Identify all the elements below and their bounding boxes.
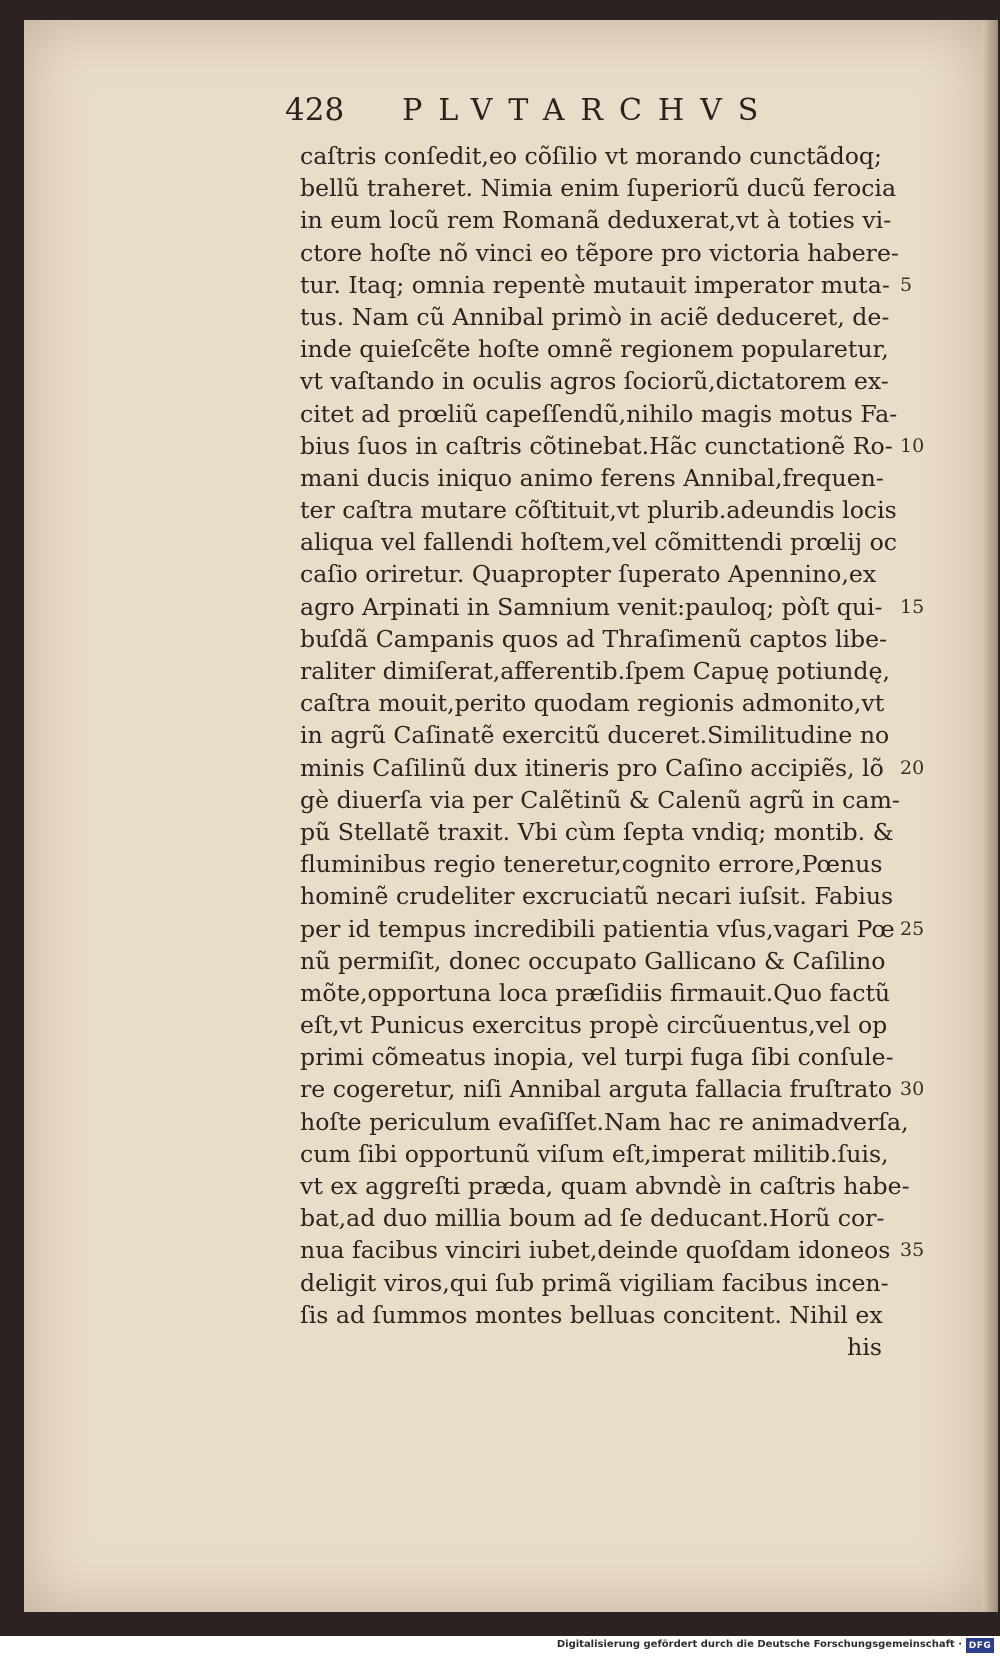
- text-line-content: nua facibus vinciri iubet,deinde quoſdam idoneos: [300, 1236, 891, 1265]
- text-line: [300, 945, 925, 977]
- text-line-content: ter caſtra mutare cõſtituit,vt plurib.adeundis locis: [300, 496, 897, 525]
- text-line-content: bius ſuos in caſtris cõtinebat.Hãc cunctationẽ Ro-: [300, 431, 893, 460]
- text-line: [300, 1331, 925, 1363]
- text-line-content: buſdã Campanis quos ad Thraſimenũ captos libe-: [300, 624, 888, 653]
- page-edge: [982, 20, 998, 1612]
- footer-credit: Digitalisierung gefördert durch die Deutsche Forschungsgemeinschaft ·: [556, 1639, 962, 1650]
- text-line: [300, 269, 925, 301]
- line-number: 25: [900, 917, 925, 940]
- text-line: [300, 1106, 925, 1138]
- text-line: [300, 1041, 925, 1073]
- text-line: [300, 558, 925, 590]
- text-line: [300, 398, 925, 430]
- text-line-content: bellũ traheret. Nimia enim ſuperiorũ ducũ ferocia: [300, 174, 897, 203]
- text-line-content: inde quieſcẽte hoſte omnẽ regionem popularetur,: [300, 335, 889, 364]
- line-number: 20: [900, 756, 925, 779]
- text-line-content: hominẽ crudeliter excruciatũ necari iuſsit. Fabius: [300, 882, 894, 911]
- line-number: 30: [900, 1078, 925, 1101]
- text-line-content: his: [847, 1332, 882, 1361]
- line-number: 15: [900, 595, 925, 618]
- text-line-content: in agrũ Caſinatẽ exercitũ duceret.Similitudine no: [300, 721, 890, 750]
- text-line-content: cum ſibi opportunũ viſum eſt,imperat militib.ſuis,: [300, 1139, 889, 1168]
- text-line-content: pũ Stellatẽ traxit. Vbi cùm ſepta vndiq; montib. &: [300, 817, 894, 846]
- text-line: [300, 623, 925, 655]
- text-line-content: tus. Nam cũ Annibal primò in aciẽ deduceret, de-: [300, 302, 890, 331]
- text-line: [300, 333, 925, 365]
- text-line: [300, 1138, 925, 1170]
- text-line: [300, 1170, 925, 1202]
- text-line: [300, 430, 925, 462]
- body-text: [300, 140, 925, 1363]
- text-line-content: nũ permiſit, donec occupato Gallicano & Caſilino: [300, 946, 886, 975]
- text-line-content: re cogeretur, niſi Annibal arguta fallacia fruſtrato: [300, 1075, 892, 1104]
- text-line: [300, 687, 925, 719]
- text-line-content: gè diuerſa via per Calẽtinũ & Calenũ agrũ in cam-: [300, 785, 900, 814]
- text-line: [300, 365, 925, 397]
- text-line-content: aliqua vel fallendi hoſtem,vel cõmittendi prœlij oc: [300, 528, 897, 557]
- text-line: [300, 913, 925, 945]
- text-line-content: raliter dimiſerat,afferentib.ſpem Capuę potiundę,: [300, 657, 890, 685]
- text-line: [300, 1202, 925, 1234]
- dfg-logo: DFG: [966, 1638, 994, 1653]
- text-line-content: fluminibus regio teneretur,cognito errore,Pœnus: [300, 850, 883, 879]
- text-line: [300, 526, 925, 558]
- text-line: [300, 462, 925, 494]
- text-line: [300, 816, 925, 848]
- text-line-content: mõte,opportuna loca præſidiis firmauit.Quo factũ: [300, 978, 891, 1007]
- text-line-content: tur. Itaq; omnia repentè mutauit imperator muta-: [300, 270, 890, 299]
- line-number: 10: [900, 434, 925, 457]
- text-line: [300, 1299, 925, 1331]
- page-number: 428: [285, 92, 345, 128]
- text-line: [300, 1267, 925, 1299]
- digitization-footer: [0, 1636, 1000, 1656]
- text-line: [300, 752, 925, 784]
- text-line: [300, 784, 925, 816]
- text-line: [300, 719, 925, 751]
- text-line-content: caſtra mouit,perito quodam regionis admonito,vt: [300, 689, 885, 718]
- text-line: [300, 172, 925, 204]
- running-title: PLVTARCHVS: [402, 93, 775, 128]
- text-line-content: caſtris conſedit,eo cõſilio vt morando cunctãdoq;: [300, 142, 882, 170]
- text-line: [300, 1009, 925, 1041]
- text-line: [300, 1073, 925, 1105]
- line-number: 5: [900, 273, 913, 296]
- text-line-content: primi cõmeatus inopia, vel turpi fuga ſibi conſule-: [300, 1043, 894, 1072]
- text-line-content: mani ducis iniquo animo ferens Annibal,frequen-: [300, 463, 884, 492]
- text-line-content: in eum locũ rem Romanã deduxerat,vt à toties vi-: [300, 206, 892, 235]
- text-line: [300, 655, 925, 687]
- text-line-content: ctore hoſte nõ vinci eo tẽpore pro victoria haberе-: [300, 238, 899, 267]
- text-line: [300, 880, 925, 912]
- text-line-content: caſio oriretur. Quapropter ſuperato Apennino,ex: [300, 560, 877, 589]
- text-line-content: vt vaſtando in oculis agros ſociorũ,dictatorem ex-: [300, 367, 889, 396]
- text-line-content: citet ad prœliũ capeſſendũ,nihilo magis motus Fa-: [300, 399, 898, 428]
- line-number: 35: [900, 1239, 925, 1262]
- text-line-content: deligit viros,qui ſub primã vigiliam facibus incen-: [300, 1268, 889, 1297]
- text-line: [300, 237, 925, 269]
- text-line-content: minis Caſilinũ dux itineris pro Caſino accipiẽs, lõ: [300, 753, 884, 782]
- text-line-content: vt ex aggreſti præda, quam abvndè in caſtris habe-: [300, 1172, 910, 1200]
- text-line: [300, 848, 925, 880]
- text-line-content: bat,ad duo millia boum ad ſe deducant.Horũ cor-: [300, 1204, 885, 1233]
- running-head: [285, 92, 830, 132]
- text-line: [300, 1234, 925, 1266]
- text-line-content: per id tempus incredibili patientia vſus,vagari Pœ: [300, 914, 895, 943]
- text-line: [300, 301, 925, 333]
- text-line-content: ſis ad ſummos montes belluas concitent. Nihil ex: [300, 1300, 883, 1329]
- text-line-content: eſt,vt Punicus exercitus propè circũuentus,vel op: [300, 1011, 888, 1040]
- text-line: [300, 977, 925, 1009]
- text-line: [300, 591, 925, 623]
- text-line: [300, 494, 925, 526]
- text-line: [300, 204, 925, 236]
- text-line: [300, 140, 925, 172]
- text-line-content: hoſte periculum evaſiſſet.Nam hac re animadverſa,: [300, 1107, 909, 1136]
- text-line-content: agro Arpinati in Samnium venit:pauloq; pòſt qui-: [300, 592, 883, 621]
